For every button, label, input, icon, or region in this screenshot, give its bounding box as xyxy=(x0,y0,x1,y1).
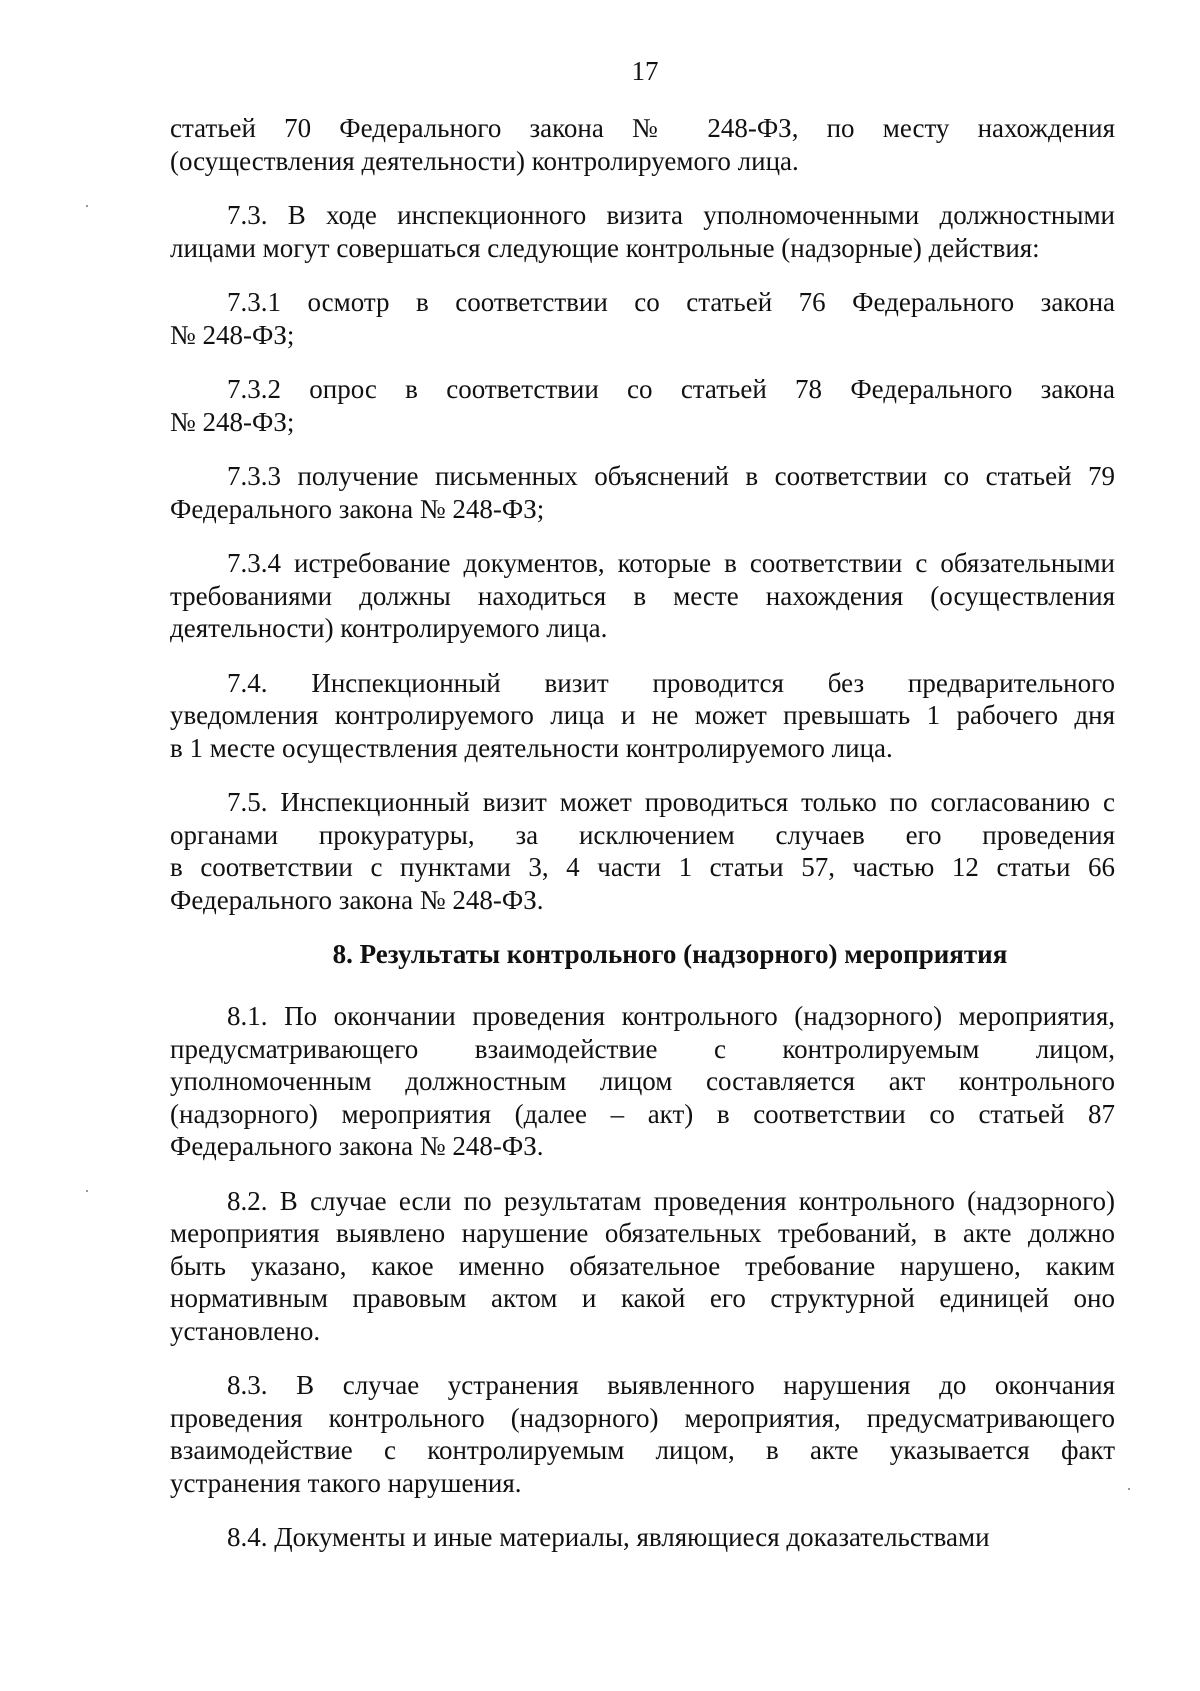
paragraph-line: уполномоченным должностным лицом составляется акт контрольного xyxy=(170,1066,1115,1096)
page-number: 17 xyxy=(631,56,659,86)
paragraph-p8-1 xyxy=(170,1000,1115,1163)
paragraph-line: проведения контрольного (надзорного) мероприятия, предусматривающего xyxy=(170,1402,1115,1433)
paragraph-cont xyxy=(170,112,1115,177)
paragraph-line: быть указано, какое именно обязательное требование нарушено, каким xyxy=(170,1250,1115,1281)
paragraphs-after-heading xyxy=(170,1000,1115,1554)
paragraph-line: 8.4. Документы и иные материалы, являющиеся доказательствами xyxy=(227,1522,990,1552)
paragraph-line: взаимодействие с контролируемым лицом, в акте указывается факт xyxy=(170,1435,1115,1465)
paragraph-p7-3-3 xyxy=(170,460,1115,525)
paragraph-line: 8.1. По окончании проведения контрольного (надзорного) мероприятия, xyxy=(227,1001,1115,1031)
paragraph-line: нормативным правовым актом и какой его структурной единицей оно xyxy=(170,1283,1115,1313)
paragraph-p7-3 xyxy=(170,199,1115,264)
paragraph-line: в соответствии с пунктами 3, 4 части 1 статьи 57, частью 12 статьи 66 xyxy=(170,852,1115,882)
paragraph-line: в 1 месте осуществления деятельности контролируемого лица. xyxy=(170,732,893,763)
paragraph-line: 7.4. Инспекционный визит проводится без предварительного xyxy=(227,667,1115,698)
paragraph-line: (надзорного) мероприятия (далее – акт) в соответствии со статьей 87 xyxy=(170,1098,1115,1129)
paragraph-line: № 248-ФЗ; xyxy=(170,319,295,350)
paragraph-line: Федерального закона № 248-ФЗ. xyxy=(170,884,544,915)
scan-speck xyxy=(1128,1488,1130,1490)
paragraph-p7-5 xyxy=(170,786,1115,916)
paragraph-p7-3-2 xyxy=(170,373,1115,438)
scan-speck xyxy=(86,1190,88,1192)
paragraph-line: уведомления контролируемого лица и не может превышать 1 рабочего дня xyxy=(170,700,1115,730)
paragraph-line: 7.3.1 осмотр в соответствии со статьей 76 Федерального закона xyxy=(227,287,1115,317)
paragraph-line: 8.3. В случае устранения выявленного нарушения до окончания xyxy=(227,1370,1115,1400)
paragraph-line: 7.3.3 получение письменных объяснений в соответствии со статьей 79 xyxy=(227,461,1115,491)
paragraph-line: 7.5. Инспекционный визит может проводиться только по согласованию с xyxy=(227,787,1115,817)
paragraph-line: Федерального закона № 248-ФЗ. xyxy=(170,1131,544,1161)
paragraph-p7-3-4 xyxy=(170,547,1115,645)
paragraph-p8-3 xyxy=(170,1369,1115,1499)
paragraph-line: устранения такого нарушения. xyxy=(170,1467,522,1498)
paragraph-line: 7.3.4 истребование документов, которые в соответствии с обязательными xyxy=(227,548,1115,578)
paragraph-p8-4 xyxy=(170,1521,1115,1554)
paragraph-line: органами прокуратуры, за исключением случаев его проведения xyxy=(170,819,1115,850)
paragraph-line: лицами могут совершаться следующие контрольные (надзорные) действия: xyxy=(170,232,1040,263)
paragraph-line: 8.2. В случае если по результатам проведения контрольного (надзорного) xyxy=(227,1185,1115,1216)
paragraph-line: предусматривающего взаимодействие с контролируемым лицом, xyxy=(170,1033,1115,1064)
paragraph-line: 7.3.2 опрос в соответствии со статьей 78 Федерального закона xyxy=(227,374,1115,404)
paragraph-line: 7.3. В ходе инспекционного визита уполномоченными должностными xyxy=(227,200,1115,230)
document-body xyxy=(170,112,1115,1576)
paragraph-line: статьей 70 Федерального закона № 248-ФЗ, по месту нахождения xyxy=(170,113,1115,143)
paragraphs-before-heading xyxy=(170,112,1115,916)
paragraph-line: установлено. xyxy=(170,1315,321,1346)
scan-speck xyxy=(86,205,88,207)
paragraph-p8-2 xyxy=(170,1185,1115,1348)
section-heading: 8. Результаты контрольного (надзорного) мероприятия xyxy=(332,939,1008,969)
paragraph-p7-3-1 xyxy=(170,286,1115,351)
paragraph-line: деятельности) контролируемого лица. xyxy=(170,613,608,643)
paragraph-line: № 248-ФЗ; xyxy=(170,406,295,437)
paragraph-line: требованиями должны находиться в месте нахождения (осуществления xyxy=(170,580,1115,611)
paragraph-line: мероприятия выявлено нарушение обязательных требований, в акте должно xyxy=(170,1218,1115,1248)
paragraph-p7-4 xyxy=(170,667,1115,765)
paragraph-line: (осуществления деятельности) контролируемого лица. xyxy=(170,145,799,176)
paragraph-line: Федерального закона № 248-ФЗ; xyxy=(170,493,545,524)
